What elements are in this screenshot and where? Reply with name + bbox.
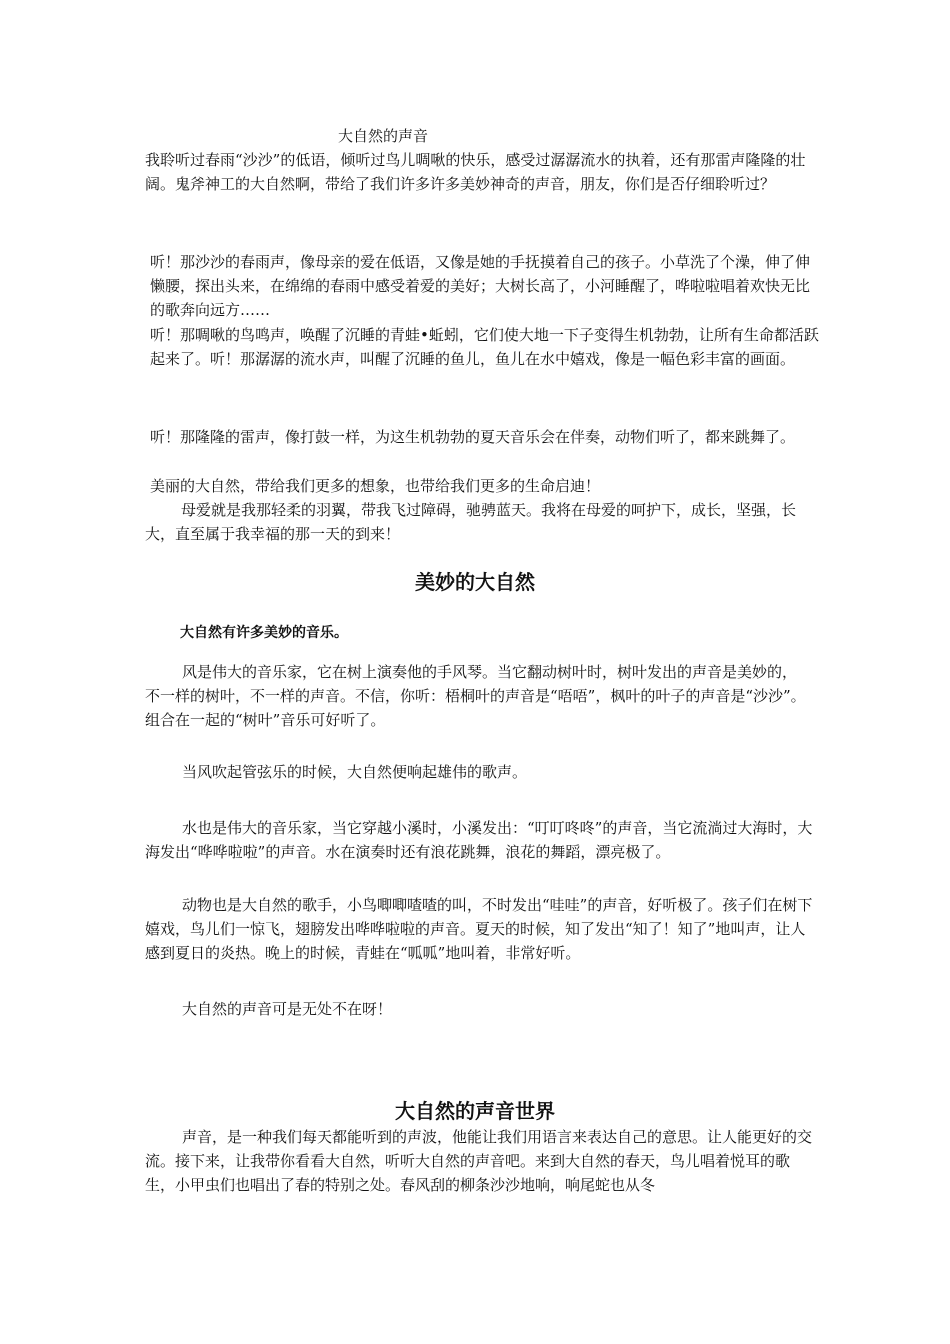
- paragraph: 动物也是大自然的歌手，小鸟唧唧喳喳的叫，不时发出“哇哇”的声音，好听极了。孩子们在树下嬉戏，鸟儿们一惊飞，翅膀发出哗哗啦啦的声音。夏天的时候，知了发出“知了！知了”地叫声，让人感到夏日的炎热。晚上的时候，青蛙在“呱呱”地叫着，非常好听。: [145, 896, 813, 962]
- paragraph: 母爱就是我那轻柔的羽翼，带我飞过障碍，驰骋蓝天。我将在母爱的呵护下，成长，坚强，长大，直至属于我幸福的那一天的到来！: [145, 501, 797, 543]
- paragraph: 听！那沙沙的春雨声，像母亲的爱在低语，又像是她的手抚摸着自己的孩子。小草洗了个澡，伸了伸懒腰，探出头来，在绵绵的春雨中感受着爱的美好；大树长高了，小河睡醒了，哗啦啦唱着欢快无比的歌奔向远方……: [150, 253, 811, 319]
- paragraph: 听！那啁啾的鸟鸣声，唤醒了沉睡的青蛙•蚯蚓，它们使大地一下子变得生机勃勃，让所有生命都活跃起来了。听！那潺潺的流水声，叫醒了沉睡的鱼儿，鱼儿在水中嬉戏，像是一幅色彩丰富的画面。: [150, 326, 819, 368]
- paragraph: 水也是伟大的音乐家，当它穿越小溪时，小溪发出：“叮叮咚咚”的声音，当它流淌过大海时，大海发出“哗哗啦啦”的声音。水在演奏时还有浪花跳舞，浪花的舞蹈，漂亮极了。: [145, 819, 813, 861]
- paragraph: 风是伟大的音乐家，它在树上演奏他的手风琴。当它翻动树叶时，树叶发出的声音是美妙的，不一样的树叶，不一样的声音。不信，你听：梧桐叶的声音是“唔唔”，枫叶的叶子的声音是“沙沙”。组合在一起的“树叶”音乐可好听了。: [145, 663, 806, 729]
- paragraph: 大自然的声音可是无处不在呀！: [182, 1000, 393, 1018]
- paragraph: 声音，是一种我们每天都能听到的声波，他能让我们用语言来表达自己的意思。让人能更好的交流。接下来，让我带你看看大自然，听听大自然的声音吧。来到大自然的春天，鸟儿唱着悦耳的歌生，小甲虫们也唱出了春的特别之处。春风刮的柳条沙沙地响，响尾蛇也从冬: [145, 1128, 813, 1194]
- essay-title-2: 美妙的大自然: [415, 570, 535, 594]
- essay-subtitle-2: 大自然有许多美妙的音乐。: [180, 625, 348, 641]
- paragraph: 美丽的大自然，带给我们更多的想象，也带给我们更多的生命启迪！: [150, 477, 601, 495]
- essay-title-1: 大自然的声音: [338, 127, 429, 145]
- paragraph: 我聆听过春雨“沙沙”的低语，倾听过鸟儿啁啾的快乐，感受过潺潺流水的执着，还有那雷声隆隆的壮阔。鬼斧神工的大自然啊，带给了我们许多许多美妙神奇的声音，朋友，你们是否仔细聆听过？: [145, 151, 806, 193]
- paragraph: 听！那隆隆的雷声，像打鼓一样，为这生机勃勃的夏天音乐会在伴奏，动物们听了，都来跳舞了。: [150, 428, 796, 446]
- paragraph: 当风吹起管弦乐的时候，大自然便响起雄伟的歌声。: [182, 763, 528, 781]
- essay-title-3: 大自然的声音世界: [395, 1099, 555, 1123]
